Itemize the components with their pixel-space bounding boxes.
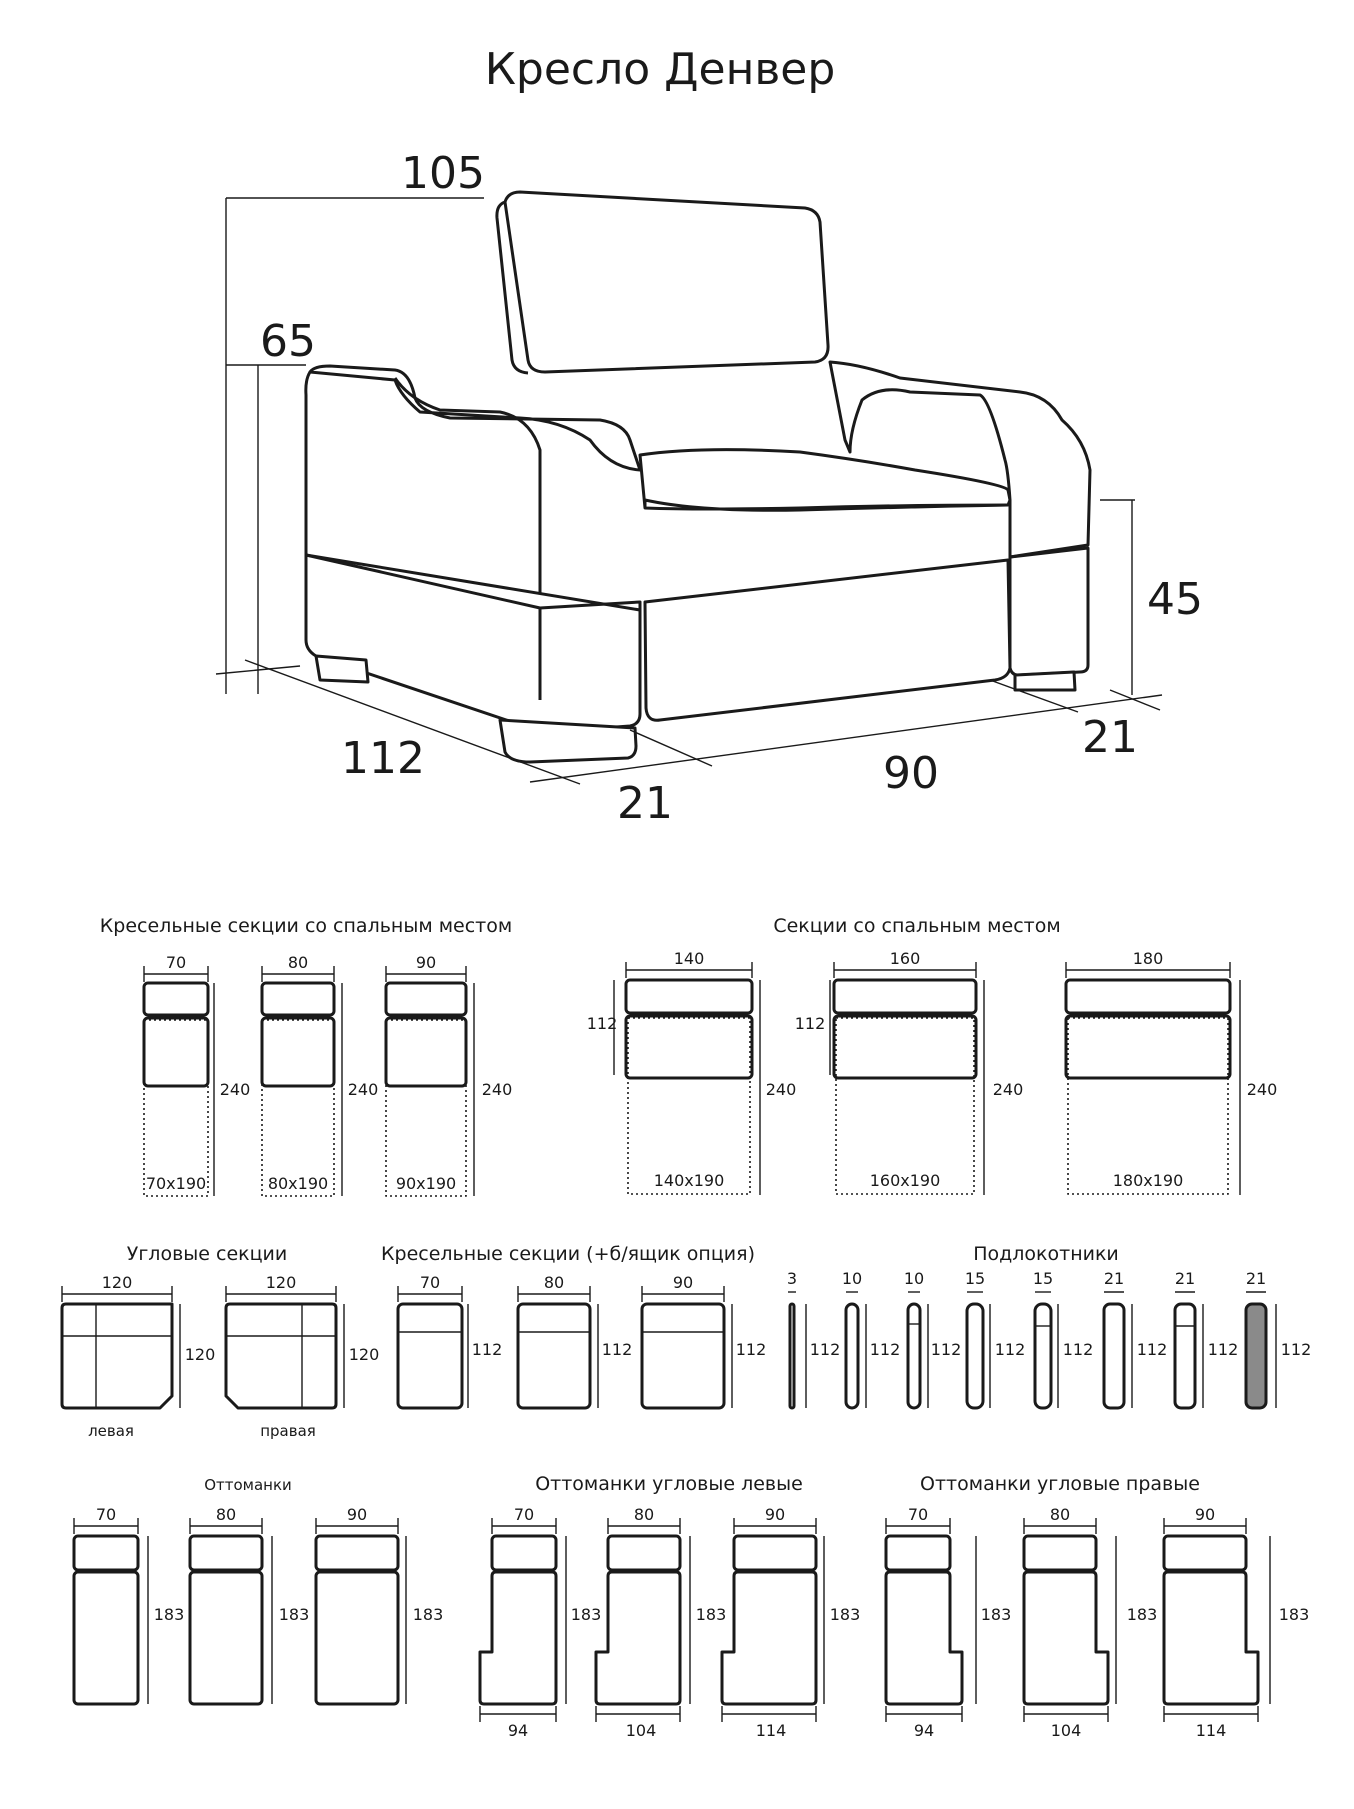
chair-sleep-item	[386, 953, 512, 1196]
heading-ottomans-left: Оттоманки угловые левые	[535, 1473, 803, 1495]
width-label: 3	[786, 1269, 798, 1288]
heading-sleep: Секции со спальным местом	[773, 915, 1061, 937]
bed-label: 70x190	[145, 1174, 207, 1193]
width-label: 90	[346, 1505, 368, 1524]
width-label: 70	[419, 1273, 441, 1292]
chair-sleep-item	[144, 953, 250, 1196]
width-label: 70	[95, 1505, 117, 1524]
page-title: Кресло Денвер	[484, 44, 836, 95]
width-label: 70	[907, 1505, 929, 1524]
chair-box-item	[398, 1273, 502, 1408]
width-label: 70	[165, 953, 187, 972]
width-label: 15	[1032, 1269, 1054, 1288]
length-label: 240	[992, 1080, 1024, 1099]
depth-label: 112	[601, 1340, 633, 1359]
width-label: 70	[513, 1505, 535, 1524]
width-label: 80	[633, 1505, 655, 1524]
width-label: 140	[673, 949, 705, 968]
length-label: 183	[695, 1605, 727, 1624]
bottom-label: 104	[1050, 1721, 1082, 1740]
armrest-item	[904, 1269, 961, 1408]
length-label: 240	[347, 1080, 379, 1099]
heading-chair-box: Кресельные секции (+б/ящик опция)	[381, 1243, 755, 1265]
width-label: 90	[415, 953, 437, 972]
width-label: 10	[903, 1269, 925, 1288]
bottom-label: 104	[625, 1721, 657, 1740]
width-label: 90	[1194, 1505, 1216, 1524]
heading-armrests: Подлокотники	[973, 1243, 1119, 1265]
depth-label: 112	[586, 1014, 618, 1033]
length-label: 183	[570, 1605, 602, 1624]
heading-corner: Угловые секции	[126, 1243, 288, 1265]
ottoman-right-item	[1024, 1505, 1157, 1740]
bed-label: 160x190	[869, 1171, 941, 1190]
dim-arm-width-right: 21	[1082, 712, 1138, 763]
length-label: 183	[412, 1605, 444, 1624]
width-label: 80	[1049, 1505, 1071, 1524]
dim-arm-width-left: 21	[617, 778, 673, 829]
chair-sleep-item	[262, 953, 378, 1196]
length-label: 240	[765, 1080, 797, 1099]
heading-ottomans-right: Оттоманки угловые правые	[920, 1473, 1200, 1495]
width-label: 21	[1174, 1269, 1196, 1288]
depth-label: 112	[930, 1340, 962, 1359]
depth-label: 112	[1136, 1340, 1168, 1359]
sleep-item	[587, 949, 797, 1195]
width-label: 21	[1103, 1269, 1125, 1288]
length-label: 183	[278, 1605, 310, 1624]
length-label: 240	[1246, 1080, 1278, 1099]
armrest-item	[787, 1269, 840, 1408]
width-label: 10	[841, 1269, 863, 1288]
ottoman-item	[74, 1505, 184, 1704]
heading-chair-sleep: Кресельные секции со спальным местом	[99, 915, 513, 937]
depth-label: 112	[1207, 1340, 1239, 1359]
chair-box-item	[518, 1273, 632, 1408]
ottoman-item	[190, 1505, 309, 1704]
length-label: 183	[829, 1605, 861, 1624]
width-label: 15	[964, 1269, 986, 1288]
corner-item-right	[226, 1273, 379, 1440]
width-label: 80	[287, 953, 309, 972]
depth-label: 112	[794, 1014, 826, 1033]
length-label: 183	[1278, 1605, 1310, 1624]
ottoman-left-item	[480, 1505, 601, 1740]
bottom-label: 94	[913, 1721, 935, 1740]
width-label: 90	[764, 1505, 786, 1524]
side-label: правая	[260, 1422, 316, 1440]
dim-total-height: 105	[401, 148, 485, 199]
sleep-item	[1066, 949, 1277, 1195]
length-label: 240	[219, 1080, 251, 1099]
ottoman-item	[316, 1505, 443, 1704]
width-label: 120	[265, 1273, 297, 1292]
depth-label: 112	[869, 1340, 901, 1359]
depth-label: 120	[184, 1345, 216, 1364]
width-label: 80	[543, 1273, 565, 1292]
depth-label: 112	[1062, 1340, 1094, 1359]
bed-label: 80x190	[267, 1174, 329, 1193]
armrest-item	[965, 1269, 1025, 1408]
width-label: 120	[101, 1273, 133, 1292]
length-label: 183	[153, 1605, 185, 1624]
ottoman-right-item	[1164, 1505, 1309, 1740]
heading-ottomans: Оттоманки	[204, 1476, 292, 1494]
corner-item-left	[62, 1273, 215, 1440]
dim-seat-width: 90	[883, 748, 939, 799]
armrest-item	[1175, 1269, 1238, 1408]
dim-arm-height: 65	[260, 316, 316, 367]
chair-box-item	[642, 1273, 766, 1408]
armchair-drawing	[306, 192, 1090, 762]
sleep-item	[795, 949, 1024, 1195]
width-label: 90	[672, 1273, 694, 1292]
bottom-label: 94	[507, 1721, 529, 1740]
armrest-item	[1104, 1269, 1167, 1408]
depth-label: 112	[1280, 1340, 1312, 1359]
depth-label: 112	[809, 1340, 841, 1359]
depth-label: 120	[348, 1345, 380, 1364]
armrest-item	[842, 1269, 900, 1408]
width-label: 21	[1245, 1269, 1267, 1288]
length-label: 183	[980, 1605, 1012, 1624]
bed-label: 90x190	[395, 1174, 457, 1193]
dim-depth: 112	[341, 733, 425, 784]
length-label: 240	[481, 1080, 513, 1099]
bottom-label: 114	[755, 1721, 787, 1740]
armrest-item	[1246, 1269, 1311, 1408]
width-label: 80	[215, 1505, 237, 1524]
width-label: 180	[1132, 949, 1164, 968]
armrest-item	[1033, 1269, 1093, 1408]
dim-seat-height: 45	[1147, 574, 1203, 625]
depth-label: 112	[994, 1340, 1026, 1359]
length-label: 183	[1126, 1605, 1158, 1624]
ottoman-right-item	[886, 1505, 1011, 1740]
bed-label: 140x190	[653, 1171, 725, 1190]
depth-label: 112	[471, 1340, 503, 1359]
ottoman-left-item	[722, 1505, 860, 1740]
side-label: левая	[88, 1422, 134, 1440]
depth-label: 112	[735, 1340, 767, 1359]
bottom-label: 114	[1195, 1721, 1227, 1740]
bed-label: 180x190	[1112, 1171, 1184, 1190]
width-label: 160	[889, 949, 921, 968]
ottoman-left-item	[596, 1505, 726, 1740]
